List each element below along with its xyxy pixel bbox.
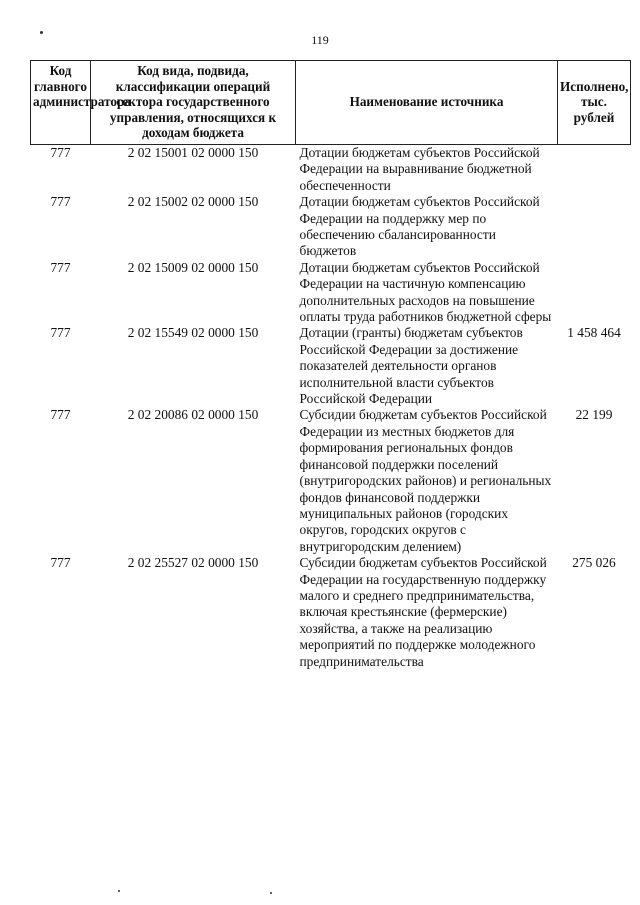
source-name-cell: Субсидии бюджетам субъектов Российской Федерации на государственную поддержку малого и среднего предпринимательства, включая крестьянские (фермерские) хозяйства, а также на реализацию мероприятий по поддержке молодежного предпринимательства [299, 555, 547, 669]
classification-code-cell: 2 02 15001 02 0000 150 [127, 144, 259, 160]
table-row [31, 260, 631, 326]
scan-speck [40, 31, 43, 34]
header-classification-code: Код вида, подвида, классификации операций сектора государственного управления, относящихся к доходам бюджета [91, 61, 296, 145]
admin-code-cell: 777 [50, 555, 71, 571]
table-row [31, 144, 631, 194]
classification-code-cell: 2 02 15002 02 0000 150 [127, 194, 259, 210]
page-number: 119 [311, 33, 329, 47]
source-name-cell: Субсидии бюджетам субъектов Российской Федерации из местных бюджетов для формирования региональных фондов финансовой поддержки поселений (внутригородских районов) и региональных фондов финансовой поддержки муниципальных районов (городских округов, городских округов с внутригородским делением) [299, 407, 552, 554]
header-source-name: Наименование источника [296, 61, 558, 145]
executed-amount-cell [558, 144, 631, 194]
source-name-cell: Дотации (гранты) бюджетам субъектов Российской Федерации за достижение показателей деятельности органов исполнительной власти субъектов Российской Федерации [299, 325, 523, 407]
revenue-sources-table [30, 60, 631, 670]
scan-speck [270, 892, 272, 894]
table-row [31, 325, 631, 407]
scan-speck [118, 890, 120, 892]
table-row [31, 555, 631, 670]
header-admin-code: Код главного администратора [31, 61, 91, 145]
classification-code-cell: 2 02 25527 02 0000 150 [127, 555, 259, 571]
admin-code-cell: 777 [50, 325, 71, 341]
admin-code-cell: 777 [50, 144, 71, 160]
source-name-cell: Дотации бюджетам субъектов Российской Федерации на выравнивание бюджетной обеспеченности [299, 144, 540, 193]
classification-code-cell: 2 02 15009 02 0000 150 [127, 259, 259, 275]
header-executed: Исполнено, тыс. рублей [558, 61, 631, 145]
admin-code-cell: 777 [50, 407, 71, 423]
table-header-row [31, 61, 631, 145]
classification-code-cell: 2 02 20086 02 0000 150 [127, 407, 259, 423]
executed-amount-cell [558, 194, 631, 260]
classification-code-cell: 2 02 15549 02 0000 150 [127, 325, 259, 341]
source-name-cell: Дотации бюджетам субъектов Российской Федерации на поддержку мер по обеспечению сбалансированности бюджетов [299, 194, 540, 259]
table-row [31, 194, 631, 260]
executed-amount-cell: 1 458 464 [567, 325, 621, 341]
executed-amount-cell: 22 199 [575, 407, 613, 423]
admin-code-cell: 777 [50, 194, 71, 210]
source-name-cell: Дотации бюджетам субъектов Российской Федерации на частичную компенсацию дополнительных расходов на повышение оплаты труда работников бюджетной сферы [299, 259, 552, 325]
executed-amount-cell [558, 260, 631, 326]
executed-amount-cell: 275 026 [572, 555, 616, 571]
table-row [31, 407, 631, 555]
admin-code-cell: 777 [50, 259, 71, 275]
